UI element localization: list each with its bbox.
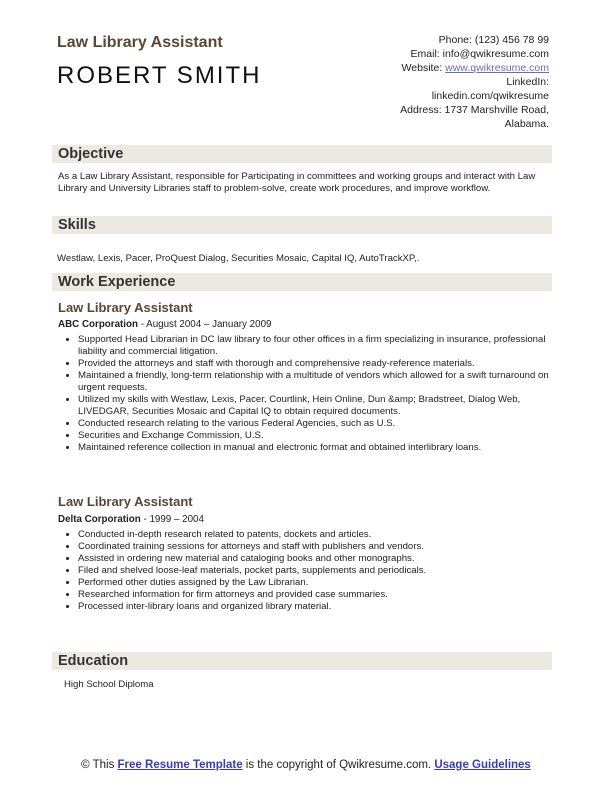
contact-phone: Phone: (123) 456 78 99 bbox=[438, 34, 549, 46]
list-item: • Processed inter-library loans and organized library material. bbox=[78, 601, 570, 613]
job-2-bullets bbox=[58, 529, 570, 613]
job-1-title: Law Library Assistant bbox=[58, 300, 193, 315]
list-item: • Researched information for firm attorneys and provided case summaries. bbox=[78, 589, 570, 601]
list-item: • Assisted in ordering new material and cataloging books and other monographs. bbox=[78, 553, 570, 565]
contact-block bbox=[289, 33, 549, 131]
contact-address-line1: Address: 1737 Marshville Road, bbox=[400, 104, 549, 116]
skills-text: Westlaw, Lexis, Pacer, ProQuest Dialog, Securities Mosaic, Capital IQ, AutoTrackXP,. bbox=[57, 253, 420, 264]
list-item: • Filed and shelved loose-leaf materials, pocket parts, supplements and periodicals. bbox=[78, 565, 570, 577]
job-1-dates: - August 2004 – January 2009 bbox=[138, 319, 272, 330]
footer-middle: is the copyright of Qwikresume.com. bbox=[242, 759, 435, 771]
website-label: Website: bbox=[401, 62, 443, 74]
list-item: • Securities and Exchange Commission, U.S. bbox=[78, 430, 570, 442]
website-link[interactable]: www.qwikresume.com bbox=[445, 62, 549, 74]
contact-linkedin-value: linkedin.com/qwikresume bbox=[431, 90, 549, 102]
list-item: • Coordinated training sessions for attorneys and staff with publishers and vendors. bbox=[78, 541, 570, 553]
list-item: • Conducted in-depth research related to patents, dockets and articles. bbox=[78, 529, 570, 541]
usage-guidelines-link[interactable]: Usage Guidelines bbox=[434, 759, 531, 771]
list-item: • Provided the attorneys and staff with thorough and comprehensive ready-reference materials. bbox=[78, 358, 570, 370]
work-title: Work Experience bbox=[58, 274, 176, 290]
contact-linkedin-label: LinkedIn: bbox=[506, 76, 549, 88]
education-title: Education bbox=[58, 653, 129, 669]
list-item: • Supported Head Librarian in DC law library to four other offices in a firm specializing in insurance, professional liability and commercial litigation. bbox=[78, 334, 570, 358]
footer-prefix: © This bbox=[81, 759, 118, 771]
contact-address-line2: Alabama. bbox=[504, 118, 549, 130]
job-2-dates: - 1999 – 2004 bbox=[140, 514, 204, 525]
job-2-company: Delta Corporation bbox=[58, 514, 141, 525]
header-job-title: Law Library Assistant bbox=[57, 34, 223, 51]
objective-title: Objective bbox=[58, 146, 124, 162]
objective-section-header bbox=[52, 145, 552, 163]
job-1-bullets bbox=[58, 334, 570, 454]
list-item: • Performed other duties assigned by the Law Librarian. bbox=[78, 577, 570, 589]
free-resume-template-link[interactable]: Free Resume Template bbox=[117, 759, 243, 771]
job-2-title: Law Library Assistant bbox=[58, 494, 193, 509]
skills-title: Skills bbox=[58, 217, 96, 233]
footer bbox=[60, 758, 552, 772]
contact-email: Email: info@qwikresume.com bbox=[410, 48, 549, 60]
candidate-name: ROBERT SMITH bbox=[57, 62, 262, 89]
education-text: High School Diploma bbox=[64, 679, 154, 690]
skills-section-header bbox=[52, 216, 552, 234]
job-1-company-line bbox=[58, 319, 271, 330]
list-item: • Utilized my skills with Westlaw, Lexis, Pacer, Courtlink, Hein Online, Dun &amp; Bradstreet, Dialog Web, LIVEDGAR, Securities Mosaic and Capital IQ to obtain required documents. bbox=[78, 394, 570, 418]
job-1-company: ABC Corporation bbox=[58, 319, 139, 330]
list-item: • Maintained a friendly, long-term relationship with a multitude of vendors which allowed for a swift turnaround on urgent requests. bbox=[78, 370, 570, 394]
list-item: • Conducted research relating to the various Federal Agencies, such as U.S. bbox=[78, 418, 570, 430]
work-section-header bbox=[52, 273, 552, 291]
list-item: • Maintained reference collection in manual and electronic format and obtained interlibrary loans. bbox=[78, 442, 570, 454]
contact-website bbox=[289, 61, 549, 75]
education-section-header bbox=[52, 652, 552, 670]
job-2-company-line bbox=[58, 514, 204, 525]
objective-text: As a Law Library Assistant, responsible for Participating in committees and working groups and interact with Law Library and University Libraries staff to problem-solve, create work procedures, and improve workflow. bbox=[58, 171, 536, 194]
